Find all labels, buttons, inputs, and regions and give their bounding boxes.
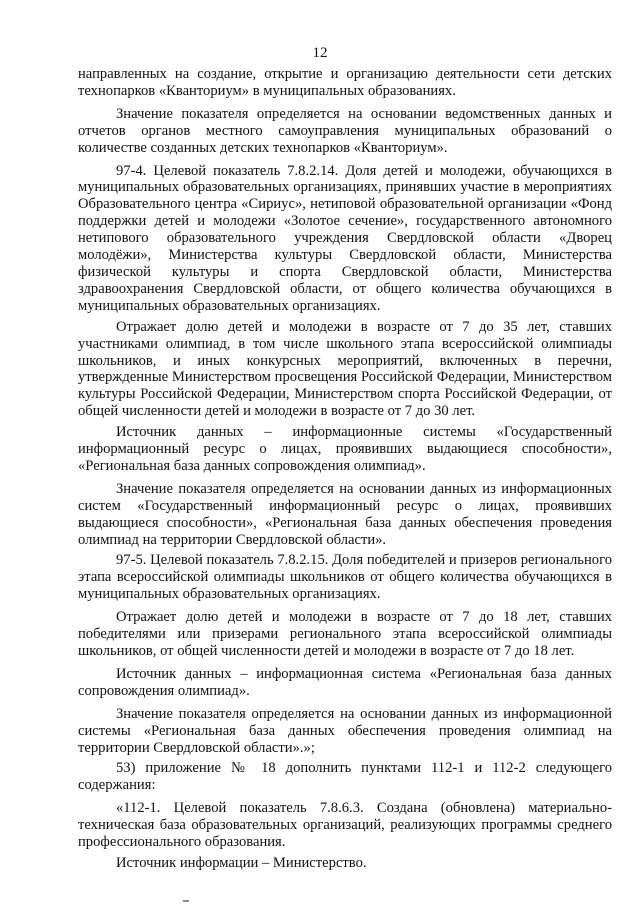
paragraph-appendix-18: 53) приложение № 18 дополнить пунктами 112-1 и 112-2 следующего содержания:: [78, 760, 612, 794]
paragraph-data-source-systems: Источник данных – информационные системы «Государственный информационный ресурс о лицах, проявивших выдающиеся способности», «Региональная база данных сопровождения олимпиад».: [78, 424, 612, 474]
paragraph-data-source-system: Источник данных – информационная система «Региональная база данных сопровождения олимпиад».: [78, 665, 612, 699]
page-number: 12: [312, 45, 328, 61]
paragraph-info-source: Источник информации – Министерство.: [116, 854, 367, 871]
paragraph-indicator-112-1: «112-1. Целевой показатель 7.8.6.3. Создана (обновлена) материально-техническая база образовательных организаций, реализующих программы среднего профессионального образования.: [78, 800, 612, 851]
paragraph-kvantorium-value: Значение показателя определяется на основании ведомственных данных и отчетов органов местного самоуправления муниципальных образований о количестве созданных детских технопарков «Кванториум».: [78, 105, 612, 156]
document-body: [78, 66, 612, 878]
paragraph-continuation: направленных на создание, открытие и организацию деятельности сети детских технопарков «Кванториум» в муниципальных образованиях.: [78, 66, 612, 99]
paragraph-reflects-7-35: Отражает долю детей и молодежи в возрасте от 7 до 35 лет, ставших участниками олимпиад, в том числе школьного этапа всероссийской олимпиады школьников, и иных конкурсных мероприятий, включенных в перечни, утвержденные Министерством просвещения Российской Федерации, Министерством культуры Российской Федерации, Министерством спорта Российской Федерации, от общей численности детей и молодежи в возрасте от 7 до 30 лет.: [78, 318, 612, 420]
paragraph-reflects-7-18: Отражает долю детей и молодежи в возрасте от 7 до 18 лет, ставших победителями или призерами регионального этапа всероссийской олимпиады школьников, от общей численности детей и молодежи в возрасте от 7 до 18 лет.: [78, 609, 612, 659]
paragraph-value-determination-2: Значение показателя определяется на основании данных из информационной системы «Региональная база данных обеспечения проведения олимпиад на территории Свердловской области».»;: [78, 705, 612, 756]
scan-artifact: [183, 900, 189, 902]
paragraph-indicator-97-4: 97-4. Целевой показатель 7.8.2.14. Доля детей и молодежи, обучающихся в муниципальных образовательных организациях, принявших участие в мероприятиях Образовательного центра «Сириус», нетиповой образовательной организации «Фонд поддержки детей и молодежи «Золотое сечение», государственного автономного нетипового образовательного учреждения Свердловской области «Дворец молодёжи», Министерства культуры Свердловской области, Министерства физической культуры и спорта Свердловской области, Министерства здравоохранения Свердловской области, от общего количества обучающихся в муниципальных образовательных организациях.: [78, 162, 612, 314]
paragraph-value-determination: Значение показателя определяется на основании данных из информационных систем «Государственный информационный ресурс о лицах, проявивших выдающиеся способности», «Региональная база данных обеспечения проведения олимпиад на территории Свердловской области».: [78, 480, 612, 548]
paragraph-indicator-97-5: 97-5. Целевой показатель 7.8.2.15. Доля победителей и призеров регионального этапа всероссийской олимпиады школьников от общего количества обучающихся в муниципальных образовательных организациях.: [78, 552, 612, 603]
